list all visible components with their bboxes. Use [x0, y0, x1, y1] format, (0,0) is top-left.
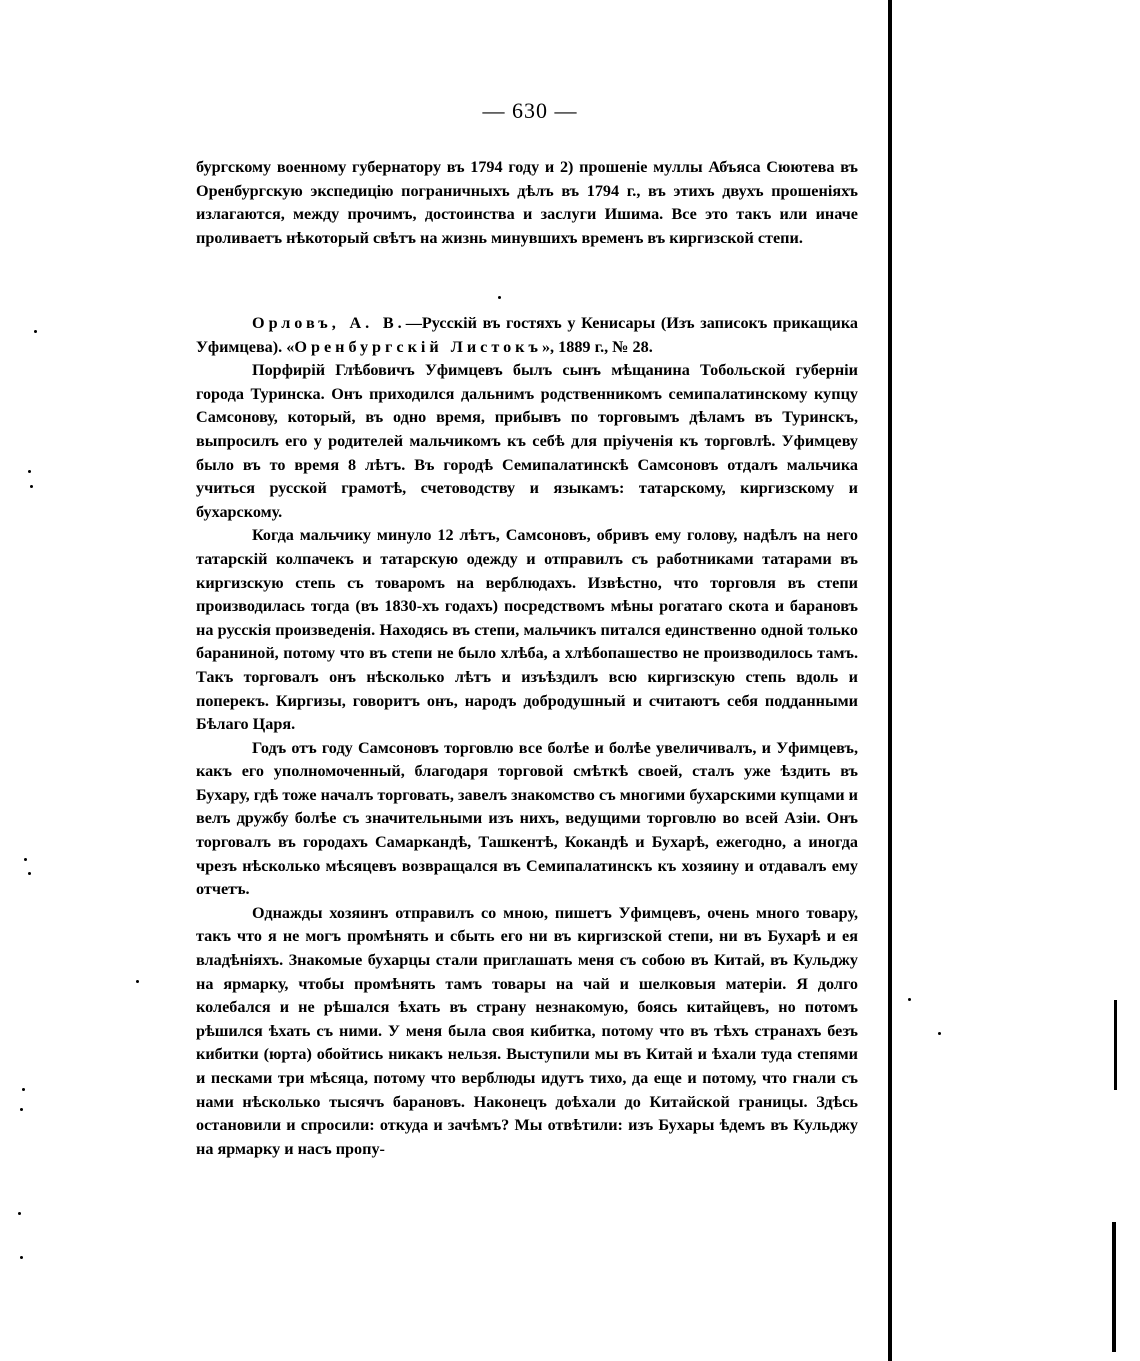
scan-speck: [30, 485, 33, 488]
citation-line: [196, 312, 858, 359]
journal-name: Оренбургскій Листокъ: [294, 337, 542, 356]
citation-tail: », 1889 г., № 28.: [541, 337, 653, 356]
article-title: —Русскій въ гостяхъ у Кенисары (Изъ записокъ прикащика Уфимцева). «: [196, 314, 858, 356]
scan-speck: [908, 998, 911, 1001]
article-entry: [196, 312, 858, 1161]
scan-gutter-line: [888, 0, 892, 1361]
paragraph: Когда мальчику минуло 12 лѣтъ, Самсоновъ, обривъ ему голову, надѣлъ на него татарскій колпачекъ и татарскую одежду и отправилъ съ работниками татарами въ киргизскую степь съ товаромъ на верблюдахъ. Извѣстно, что торговля въ степи производилась тогда (въ 1830-хъ годахъ) посредствомъ мѣны рогатаго скота и барановъ на русскія произведенія. Находясь въ степи, мальчикъ питался единственно одной только бараниной, потому что въ степи не было хлѣба, а хлѣбопашество не производилось тамъ. Такъ торговалъ онъ нѣсколько лѣтъ и изъѣздилъ всю киргизскую степь вдоль и поперекъ. Киргизы, говоритъ онъ, народъ добродушный и считаютъ себя подданными Бѣлаго Царя.: [196, 526, 858, 734]
author-name: Орловъ, А. В.: [252, 314, 406, 332]
scan-speck: [24, 858, 27, 861]
scan-speck: [28, 470, 31, 473]
scan-speck: [136, 980, 139, 983]
scan-edge-mark: [1114, 1000, 1117, 1090]
intro-text: бургскому военному губернатору въ 1794 году и 2) прошеніе муллы Абъяса Сюютева въ Оренбургскую экспедицію пограничныхъ дѣлъ въ 1794 г., въ этихъ двухъ прошеніяхъ излагаются, между прочимъ, достоинства и заслуги Ишима. Все это такъ или иначе проливаетъ нѣкоторый свѣтъ на жизнь минувшихъ временъ въ киргизской степи.: [196, 158, 858, 247]
scan-speck: [20, 1108, 23, 1111]
scan-speck: [18, 1212, 21, 1215]
scan-speck: [22, 1088, 25, 1091]
scan-speck: [28, 872, 31, 875]
paragraph: Годъ отъ году Самсоновъ торговлю все болѣе и болѣе увеличивалъ, и Уфимцевъ, какъ его уполномоченный, благодаря торговой смѣткѣ своей, сталъ уже ѣздить въ Бухару, гдѣ тоже началъ торговать, завелъ знакомство съ многими бухарскими купцами и велъ дружбу болѣе съ значительными изъ нихъ, ведущими торговлю во всей Азіи. Онъ торговалъ въ городахъ Самаркандѣ, Ташкентѣ, Кокандѣ и Бухарѣ, ежегодно, а иногда чрезъ нѣсколько мѣсяцевъ возвращался въ Семипалатинскъ къ хозяину и отдавалъ ему отчетъ.: [196, 738, 858, 899]
paragraph: Порфирій Глѣбовичъ Уфимцевъ былъ сынъ мѣщанина Тобольской губерніи города Туринска. Онъ приходился дальнимъ родственникомъ семипалатинскому купцу Самсонову, который, въ одно время, прибывъ по торговымъ дѣламъ въ Туринскъ, выпросилъ его у родителей мальчикомъ къ себѣ для пріученія къ торговлѣ. Уфимцеву было въ то время 8 лѣтъ. Въ городѣ Семипалатинскѣ Самсоновъ отдалъ мальчика учиться русской грамотѣ, счетоводству и языкамъ: татарскому, киргизскому и бухарскому.: [196, 361, 858, 521]
page-number: — 630 —: [482, 98, 578, 123]
scan-edge-mark: [1112, 1222, 1116, 1352]
scan-speck: [20, 1256, 23, 1259]
scan-speck: [34, 330, 37, 333]
scan-speck: [938, 1032, 941, 1035]
intro-paragraph: [196, 156, 858, 250]
paragraph: Однажды хозяинъ отправилъ со мною, пишетъ Уфимцевъ, очень много товару, такъ что я не могъ промѣнять и сбыть его ни въ киргизской степи, ни въ Бухарѣ и ея владѣніяхъ. Знакомые бухарцы стали приглашать меня съ собою въ Китай, въ Кульджу на ярмарку, чтобы промѣнять тамъ товары на чай и шелковыя матеріи. Я долго колебался и не рѣшался ѣхать въ страну незнакомую, боясь китайцевъ, но потомъ рѣшился ѣхать съ ними. У меня была своя кибитка, потому что въ тѣхъ странахъ безъ кибитки (юрта) обойтись никакъ нельзя. Выступили мы въ Китай и ѣхали туда степями и песками три мѣсяца, потому что верблюды идутъ тихо, да еще и потому, что гнали съ нами нѣсколько тысячъ барановъ. Наконецъ доѣхали до Китайской границы. Здѣсь остановили и спросили: откуда и зачѣмъ? Мы отвѣтили: изъ Бухары ѣдемъ въ Кульджу на ярмарку и насъ пропу-: [196, 903, 858, 1158]
scan-speck: [498, 296, 501, 299]
